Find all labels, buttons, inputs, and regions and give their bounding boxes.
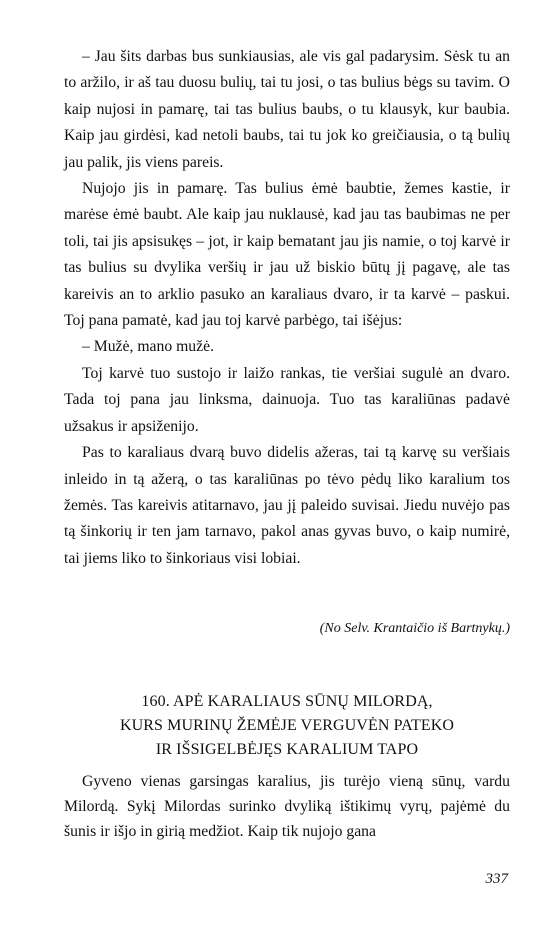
heading-line: KURS MURINŲ ŽEMĖJE VERGUVĖN PATEKO [119, 717, 455, 734]
heading-line: 160. APĖ KARALIAUS SŪNŲ MILORDĄ, [141, 693, 433, 710]
source-attribution: (No Selv. Krantaičio iš Bartnykų.) [319, 621, 510, 636]
story-heading [64, 690, 510, 762]
paragraph: Gyveno vienas garsingas karalius, jis turėjo vieną sūnų, vardu Milordą. Sykį Milordas surinko dvyliką ištikimų vyrų, pajėmė du šunis ir išjo in girią medžiot. Kaip tik nujojo gana [64, 773, 510, 840]
paragraph: – Jau šits darbas bus sunkiausias, ale vis gal padarysim. Sėsk tu an to aržilo, ir aš tau duosu bulių, tai tu josi, o tas bulius bėgs su tavim. O kaip nujosi in pamarę, tai tas bulius baubs, o tu klausyk, kur baubia. Kaip jau girdėsi, kad netoli baubs, tai tu jok ko greičiausia, o tą bulių jau palik, jis viens pareis. [64, 48, 510, 171]
next-story-text [64, 769, 510, 844]
paragraph: – Mužė, mano mužė. [82, 338, 214, 356]
story-text [64, 44, 510, 572]
heading-line: IR IŠSIGELBĖJĘS KARALIUM TAPO [155, 741, 419, 758]
paragraph: Pas to karaliaus dvarą buvo didelis ažeras, tai tą karvę su veršiais inleido in tą ažerą, o tas karaliūnas po tėvo pėdų liko karalium tos žemės. Tas kareivis atitarnavo, jau jį paleido suvisai. Jiedu nuvėjo pas tą šinkorių ir ten jam tarnavo, pakol anas gyvas buvo, o kaip numirė, tai jiems liko to šinkoriaus visi lobiai. [64, 444, 510, 567]
paragraph: Nujojo jis in pamarę. Tas bulius ėmė baubtie, žemes kastie, ir marėse ėmė baubt. Ale kaip jau nuklausė, kad jau tas baubimas ne per toli, tai jis apsisukęs – jot, ir kaip bematant jau jis namie, o toj karvė ir tas bulius su dvylika veršių ir jau už biskio būtų jį pagavę, ale tas kareivis an to arklio pasuko an karaliaus dvaro, ir ta karvė – paskui. Toj pana pamatė, kad jau toj karvė parbėgo, tai išėjus: [64, 180, 510, 330]
paragraph: Toj karvė tuo sustojo ir laižo rankas, tie veršiai sugulė an dvaro. Tada toj pana jau linksma, dainuoja. Tuo tas karaliūnas padavė užsakus ir apsiženijo. [64, 364, 510, 435]
page-number: 337 [485, 871, 508, 887]
